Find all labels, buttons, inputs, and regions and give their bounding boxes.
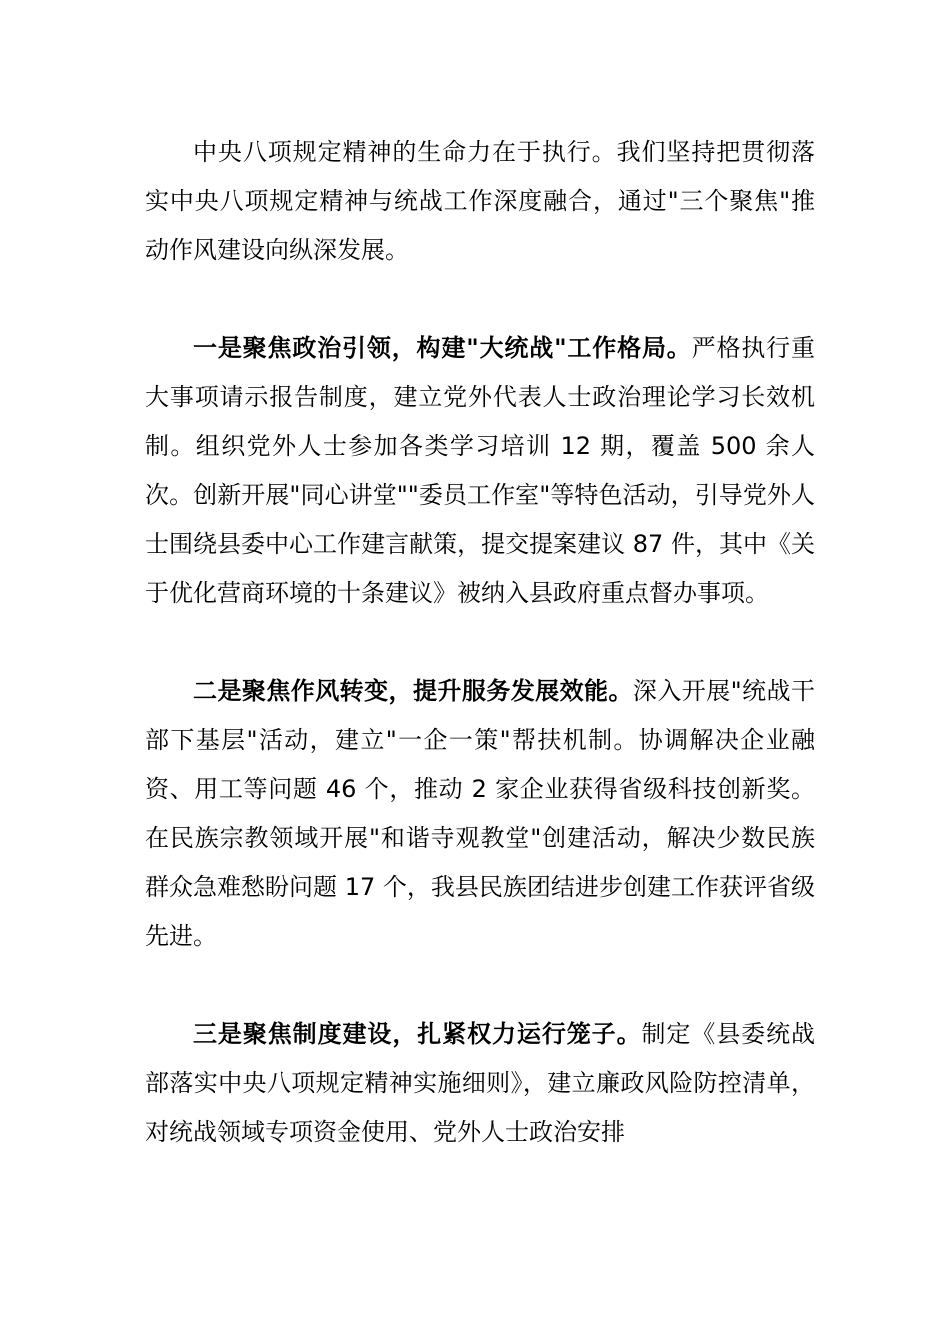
document-body (145, 128, 815, 1157)
paragraph-third-point (145, 1010, 815, 1157)
paragraph-text: 制定《县委统战部落实中央八项规定精神实施细则》，建立廉政风险防控清单，对统战领域专项资金使用、党外人士政治安排 (145, 1020, 815, 1146)
paragraph-lead: 三是聚焦制度建设，扎紧权力运行笼子。 (193, 1020, 642, 1048)
paragraph-lead: 二是聚焦作风转变，提升服务发展效能。 (193, 677, 633, 705)
paragraph-intro (145, 128, 815, 275)
paragraph-first-point (145, 324, 815, 618)
paragraph-lead: 一是聚焦政治引领，构建"大统战"工作格局。 (193, 334, 692, 362)
paragraph-text: 严格执行重大事项请示报告制度，建立党外代表人士政治理论学习长效机制。组织党外人士参加各类学习培训 12 期，覆盖 500 余人次。创新开展"同心讲堂""委员工作室"等特色活动，引导党外人士围绕县委中心工作建言献策，提交提案建议 87 件，其中《关于优化营商环境的十条建议》被纳入县政府重点督办事项。 (145, 334, 815, 607)
paragraph-text: 中央八项规定精神的生命力在于执行。我们坚持把贯彻落实中央八项规定精神与统战工作深度融合，通过"三个聚焦"推动作风建设向纵深发展。 (145, 138, 815, 264)
paragraph-second-point (145, 667, 815, 961)
paragraph-text: 深入开展"统战干部下基层"活动，建立"一企一策"帮扶机制。协调解决企业融资、用工等问题 46 个，推动 2 家企业获得省级科技创新奖。在民族宗教领域开展"和谐寺观教堂"创建活动，解决少数民族群众急难愁盼问题 17 个，我县民族团结进步创建工作获评省级先进。 (145, 677, 815, 950)
